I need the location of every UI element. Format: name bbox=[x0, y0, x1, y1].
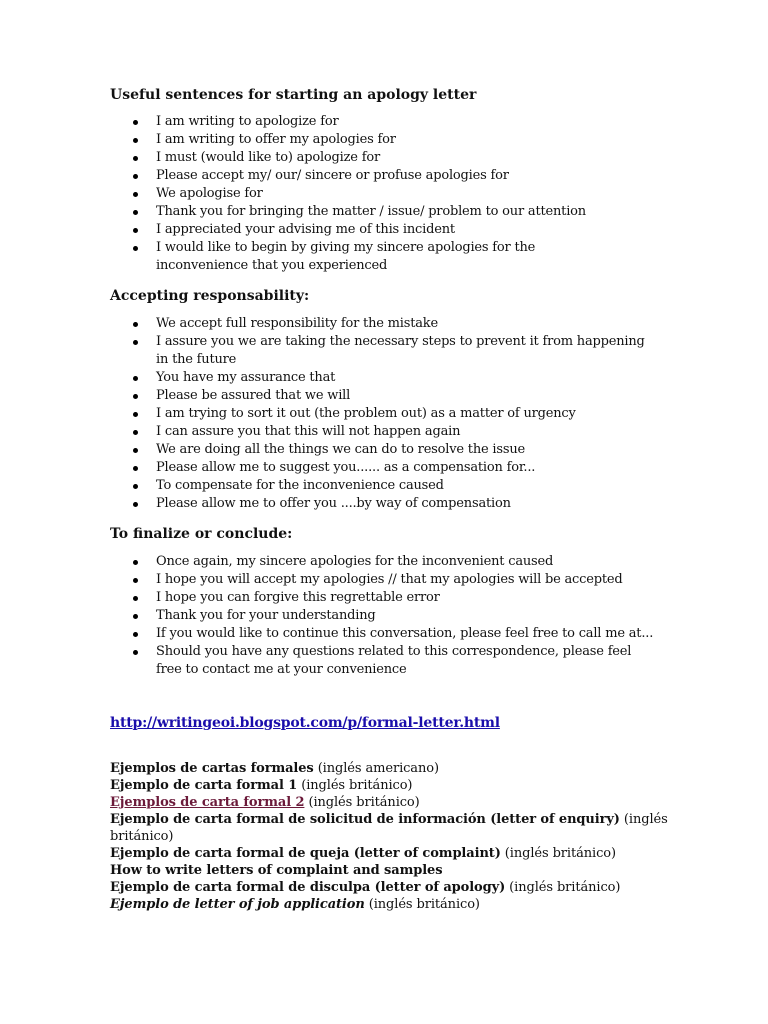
example-link-letter-of-complaint[interactable]: Ejemplo de carta formal de queja (letter of complaint) bbox=[110, 846, 501, 861]
formal-letter-link[interactable]: http://writingeoi.blogspot.com/p/formal-letter.html bbox=[110, 715, 500, 731]
list-item: I hope you will accept my apologies // that my apologies will be accepted bbox=[110, 571, 670, 589]
example-line bbox=[110, 845, 670, 862]
starting-sentences-list bbox=[110, 113, 670, 275]
example-link-carta-formal-1[interactable]: Ejemplo de carta formal 1 bbox=[110, 778, 298, 793]
example-link-letter-of-apology[interactable]: Ejemplo de carta formal de disculpa (letter of apology) bbox=[110, 880, 506, 895]
example-line bbox=[110, 794, 670, 811]
example-note: (inglés británico) bbox=[509, 880, 621, 895]
example-link-job-application[interactable]: Ejemplo de letter of job application bbox=[110, 897, 365, 912]
list-item: Should you have any questions related to this correspondence, please feel free to contact me at your convenience bbox=[110, 643, 670, 679]
section-heading-starting: Useful sentences for starting an apology letter bbox=[110, 87, 477, 103]
list-item: I appreciated your advising me of this incident bbox=[110, 221, 670, 239]
list-item: I am writing to offer my apologies for bbox=[110, 131, 670, 149]
example-line bbox=[110, 862, 670, 879]
list-item: You have my assurance that bbox=[110, 369, 670, 387]
list-item: I would like to begin by giving my sincere apologies for the inconvenience that you experienced bbox=[110, 239, 670, 275]
example-line bbox=[110, 811, 670, 845]
example-note: (inglés británico) bbox=[368, 897, 480, 912]
list-item: I am trying to sort it out (the problem out) as a matter of urgency bbox=[110, 405, 670, 423]
example-line bbox=[110, 760, 670, 777]
list-item: Once again, my sincere apologies for the inconvenient caused bbox=[110, 553, 670, 571]
list-item: We apologise for bbox=[110, 185, 670, 203]
example-line bbox=[110, 777, 670, 794]
example-link-carta-formal-2[interactable]: Ejemplos de carta formal 2 bbox=[110, 795, 305, 810]
list-item: We are doing all the things we can do to resolve the issue bbox=[110, 441, 670, 459]
section-heading-responsability: Accepting responsability: bbox=[110, 288, 310, 304]
example-note: (inglés británico) bbox=[110, 812, 668, 844]
examples-list bbox=[110, 760, 670, 913]
list-item: Please allow me to suggest you...... as a compensation for... bbox=[110, 459, 670, 477]
list-item: To compensate for the inconvenience caused bbox=[110, 477, 670, 495]
example-note: (inglés británico) bbox=[308, 795, 420, 810]
list-item: Thank you for bringing the matter / issue/ problem to our attention bbox=[110, 203, 670, 221]
list-item: We accept full responsibility for the mistake bbox=[110, 315, 670, 333]
list-item: Please allow me to offer you ....by way of compensation bbox=[110, 495, 670, 513]
example-link-how-to-write-complaints[interactable]: How to write letters of complaint and samples bbox=[110, 863, 443, 878]
list-item: Thank you for your understanding bbox=[110, 607, 670, 625]
section-heading-conclude: To finalize or conclude: bbox=[110, 526, 293, 542]
list-item: I assure you we are taking the necessary steps to prevent it from happening in the future bbox=[110, 333, 670, 369]
example-note: (inglés americano) bbox=[317, 761, 439, 776]
list-item: I am writing to apologize for bbox=[110, 113, 670, 131]
example-note: (inglés británico) bbox=[504, 846, 616, 861]
list-item: I can assure you that this will not happen again bbox=[110, 423, 670, 441]
list-item: I must (would like to) apologize for bbox=[110, 149, 670, 167]
list-item: Please accept my/ our/ sincere or profuse apologies for bbox=[110, 167, 670, 185]
example-link-letter-of-enquiry[interactable]: Ejemplo de carta formal de solicitud de información (letter of enquiry) bbox=[110, 812, 620, 827]
list-item: I hope you can forgive this regrettable error bbox=[110, 589, 670, 607]
example-line bbox=[110, 879, 670, 896]
list-item: Please be assured that we will bbox=[110, 387, 670, 405]
example-line bbox=[110, 896, 670, 913]
example-note: (inglés británico) bbox=[301, 778, 413, 793]
example-link-cartas-formales[interactable]: Ejemplos de cartas formales bbox=[110, 761, 314, 776]
conclude-sentences-list bbox=[110, 553, 670, 679]
responsibility-sentences-list bbox=[110, 315, 670, 513]
list-item: If you would like to continue this conversation, please feel free to call me at... bbox=[110, 625, 670, 643]
